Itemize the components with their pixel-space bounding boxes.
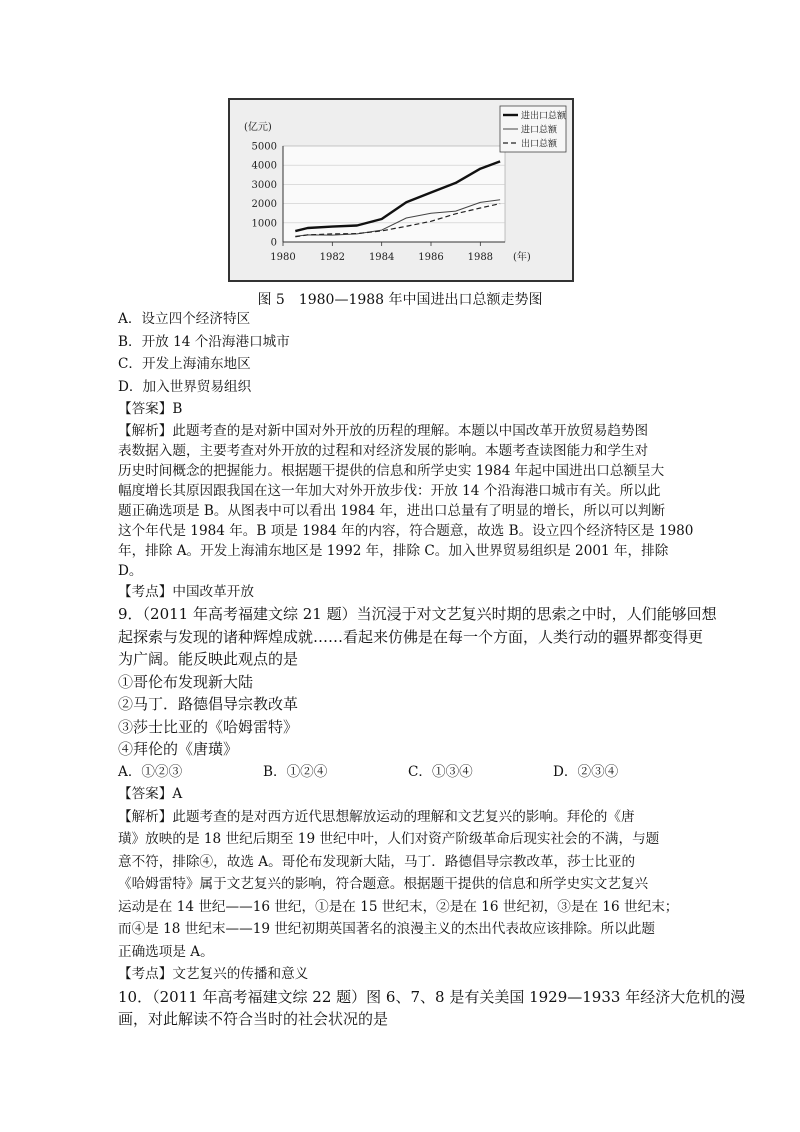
- legend: [500, 106, 567, 152]
- q9-item: ④拜伦的《唐璜》: [118, 740, 239, 758]
- y-tick-label: 0: [270, 237, 277, 249]
- trade-chart: [228, 98, 574, 282]
- q9-analysis-line: 正确选项是 A。: [118, 943, 214, 960]
- y-tick-label: 3000: [251, 179, 277, 191]
- q10-stem-line: 画，对此解读不符合当时的社会状况的是: [118, 1010, 389, 1028]
- chart-canvas: [230, 100, 572, 280]
- q9-answer: 【答案】A: [118, 786, 183, 802]
- legend-label: 出口总额: [521, 139, 558, 150]
- legend-label: 进出口总额: [521, 111, 567, 122]
- q9-option-b: B．①②④: [263, 763, 328, 780]
- x-tick-label: 1982: [319, 252, 346, 263]
- x-unit-label: (年): [513, 252, 531, 263]
- q9-item: ②马丁．路德倡导宗教改革: [118, 695, 299, 713]
- q8-option-a: A．设立四个经济特区: [118, 311, 251, 327]
- content: [118, 308, 746, 1031]
- q8-analysis-line: 【解析】此题考查的是对新中国对外开放的历程的理解。本题以中国改革开放贸易趋势图: [118, 422, 649, 439]
- y-tick-label: 1000: [251, 218, 277, 230]
- q9-analysis-line: 【解析】此题考查的是对西方近代思想解放运动的理解和文艺复兴的影响。拜伦的《唐: [118, 808, 635, 825]
- y-tick-label: 5000: [251, 141, 277, 153]
- y-unit-label: (亿元): [244, 122, 272, 133]
- q8-option-d: D．加入世界贸易组织: [118, 378, 252, 395]
- q9-analysis-line: 运动是在 14 世纪——16 世纪，①是在 15 世纪末，②是在 16 世纪初，③是在 16 世纪末；: [118, 898, 679, 915]
- q8-analysis-line: D。: [118, 562, 143, 579]
- x-tick-label: 1984: [368, 252, 395, 263]
- y-tick-label: 2000: [251, 199, 277, 211]
- q8-option-b: B．开放 14 个沿海港口城市: [118, 333, 290, 350]
- q8-analysis-line: 题正确选项是 B。从图表中可以看出 1984 年，进出口总量有了明显的增长，所以可以判断: [118, 502, 665, 519]
- figure-caption: 图 5 1980—1988 年中国进出口总额走势图: [257, 292, 543, 308]
- q9-stem-line: 为广阔。能反映此观点的是: [118, 650, 299, 668]
- q8-kaodian: 【考点】中国改革开放: [118, 583, 254, 600]
- x-tick-label: 1988: [467, 252, 494, 263]
- q8-option-c: C．开发上海浦东地区: [118, 356, 251, 372]
- q8-analysis-line: 这个年代是 1984 年。B 项是 1984 年的内容，符合题意，故选 B。设立四个经济特区是 1980: [118, 522, 694, 539]
- q8-analysis-line: 年，排除 A。开发上海浦东地区是 1992 年，排除 C。加入世界贸易组织是 2001 年，排除: [118, 542, 669, 559]
- x-tick-label: 1980: [270, 252, 296, 263]
- q8-analysis-line: 表数据入题，主要考查对外开放的过程和对经济发展的影响。本题考查读图能力和学生对: [118, 442, 649, 459]
- q9-options: [118, 761, 698, 784]
- q9-item: ③莎士比亚的《哈姆雷特》: [118, 717, 299, 736]
- q9-analysis-line: 《哈姆雷特》属于文艺复兴的影响，符合题意。根据题干提供的信息和所学史实文艺复兴: [118, 876, 649, 892]
- q9-option-a: A．①②③: [118, 763, 183, 780]
- q9-stem-line: 起探索与发现的诸种辉煌成就……看起来仿佛是在每一个方面，人类行动的疆界都变得更: [118, 627, 704, 646]
- q10-stem-line: 10．（2011 年高考福建文综 22 题）图 6、7、8 是有关美国 1929—1933 年经济大危机的漫: [118, 987, 746, 1006]
- q9-option-d: D．②③④: [553, 763, 619, 780]
- q9-analysis-line: 意不符，排除④，故选 A。哥伦布发现新大陆，马丁．路德倡导宗教改革，莎士比亚的: [118, 853, 636, 870]
- q9-stem-line: 9．（2011 年高考福建文综 21 题）当沉浸于对文艺复兴时期的思索之中时，人们能够回想: [118, 605, 717, 623]
- q9-item: ①哥伦布发现新大陆: [118, 672, 254, 691]
- y-tick-label: 4000: [251, 160, 277, 172]
- x-tick-label: 1986: [418, 252, 444, 263]
- q9-option-c: C．①③④: [408, 763, 473, 780]
- q8-analysis-line: 历史时间概念的把握能力。根据题干提供的信息和所学史实 1984 年起中国进出口总额呈大: [118, 462, 665, 479]
- q8-answer: 【答案】B: [118, 401, 183, 417]
- q8-analysis-line: 幅度增长其原因跟我国在这一年加大对外开放步伐：开放 14 个沿海港口城市有关。所以此: [118, 482, 661, 499]
- q9-analysis-line: 而④是 18 世纪末——19 世纪初期英国著名的浪漫主义的杰出代表故应该排除。所以此题: [118, 921, 655, 937]
- q9-kaodian: 【考点】文艺复兴的传播和意义: [118, 966, 309, 982]
- q9-analysis-line: 璜》放映的是 18 世纪后期至 19 世纪中叶，人们对资产阶级革命后现实社会的不满，与题: [118, 831, 660, 847]
- legend-label: 进口总额: [521, 125, 558, 136]
